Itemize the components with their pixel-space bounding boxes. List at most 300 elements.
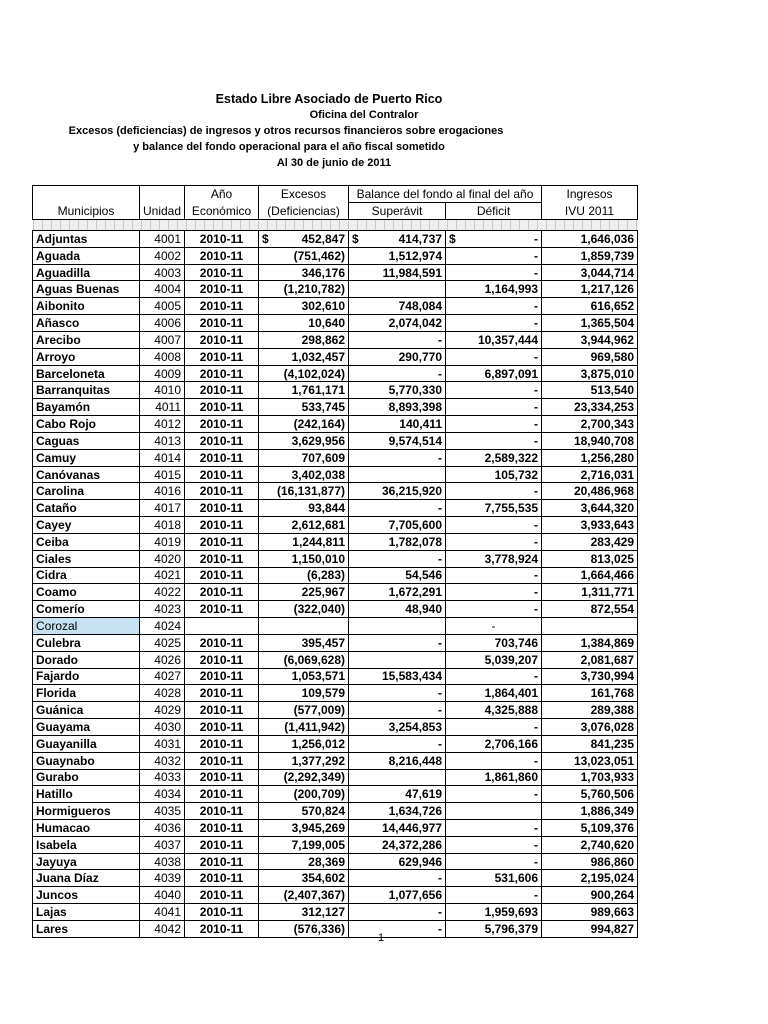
cell-unidad: 4041 (140, 904, 185, 921)
cell-deficit: 1,164,993 (446, 281, 542, 298)
cell-deficit: - (446, 517, 542, 534)
cell-municipio: Juana Díaz (33, 870, 140, 887)
cell-deficit: - (446, 819, 542, 836)
cell-excesos: 1,053,571 (259, 668, 349, 685)
table-row (33, 432, 638, 449)
cell-ano: 2010-11 (185, 651, 259, 668)
cell-unidad: 4033 (140, 769, 185, 786)
cell-deficit: 1,861,860 (446, 769, 542, 786)
cell-deficit: - (446, 752, 542, 769)
table-row (33, 365, 638, 382)
cell-ingresos-ivu: 18,940,708 (542, 432, 638, 449)
cell-ano: 2010-11 (185, 399, 259, 416)
cell-deficit: - (446, 786, 542, 803)
cell-ingresos-ivu: 513,540 (542, 382, 638, 399)
table-row (33, 920, 638, 937)
currency-symbol: $ (262, 231, 269, 246)
cell-ano: 2010-11 (185, 870, 259, 887)
cell-ano: 2010-11 (185, 786, 259, 803)
cell-deficit: 1,864,401 (446, 685, 542, 702)
cell-excesos: (16,131,877) (259, 483, 349, 500)
cell-excesos: (6,069,628) (259, 651, 349, 668)
cell-excesos: 570,824 (259, 803, 349, 820)
cell-ano: 2010-11 (185, 348, 259, 365)
cell-superavit: - (349, 449, 446, 466)
cell-superavit (349, 466, 446, 483)
cell-deficit: 10,357,444 (446, 331, 542, 348)
table-row (33, 466, 638, 483)
cell-municipio: Arroyo (33, 348, 140, 365)
cell-ingresos-ivu: 3,730,994 (542, 668, 638, 685)
cell-ano: 2010-11 (185, 264, 259, 281)
cell-municipio: Guánica (33, 702, 140, 719)
cell-ingresos-ivu: 1,646,036 (542, 231, 638, 248)
cell-ingresos-ivu: 3,933,643 (542, 517, 638, 534)
cell-excesos: 2,612,681 (259, 517, 349, 534)
cell-ano: 2010-11 (185, 836, 259, 853)
cell-ano: 2010-11 (185, 719, 259, 736)
cell-ano: 2010-11 (185, 769, 259, 786)
cell-excesos: 109,579 (259, 685, 349, 702)
cell-excesos: 1,032,457 (259, 348, 349, 365)
cell-municipio: Barceloneta (33, 365, 140, 382)
cell-superavit: 36,215,920 (349, 483, 446, 500)
report-date: Al 30 de junio de 2011 (276, 157, 392, 169)
report-office: Oficina del Contralor (309, 109, 419, 121)
header-divider (33, 220, 638, 231)
cell-deficit: - (446, 533, 542, 550)
cell-ingresos-ivu: 989,663 (542, 904, 638, 921)
cell-superavit: 1,512,974 (349, 247, 446, 264)
table-row (33, 567, 638, 584)
cell-ingresos-ivu: 616,652 (542, 298, 638, 315)
cell-ingresos-ivu: 3,944,962 (542, 331, 638, 348)
cell-unidad: 4017 (140, 500, 185, 517)
report-subtitle: Excesos (deficiencias) de ingresos y otros recursos financieros sobre erogaciones (68, 125, 504, 137)
cell-deficit: 703,746 (446, 634, 542, 651)
cell-ingresos-ivu: 2,700,343 (542, 416, 638, 433)
cell-municipio: Cataño (33, 500, 140, 517)
cell-excesos: 3,402,038 (259, 466, 349, 483)
cell-ano: 2010-11 (185, 668, 259, 685)
cell-ingresos-ivu: 1,886,349 (542, 803, 638, 820)
col-excesos-header: Excesos (259, 186, 349, 203)
table-row (33, 315, 638, 332)
currency-symbol: $ (449, 231, 456, 246)
cell-municipio: Hormigueros (33, 803, 140, 820)
cell-unidad: 4016 (140, 483, 185, 500)
cell-superavit: 9,574,514 (349, 432, 446, 449)
cell-superavit: 2,074,042 (349, 315, 446, 332)
cell-superavit: 748,084 (349, 298, 446, 315)
cell-excesos: (2,407,367) (259, 887, 349, 904)
cell-ingresos-ivu: 1,664,466 (542, 567, 638, 584)
cell-municipio: Ciales (33, 550, 140, 567)
cell-ingresos-ivu: 1,365,504 (542, 315, 638, 332)
cell-ingresos-ivu: 283,429 (542, 533, 638, 550)
cell-ingresos-ivu: 3,044,714 (542, 264, 638, 281)
table-row (33, 298, 638, 315)
cell-municipio: Adjuntas (33, 231, 140, 248)
cell-ingresos-ivu: 3,644,320 (542, 500, 638, 517)
cell-ano: 2010-11 (185, 735, 259, 752)
cell-ano: 2010-11 (185, 281, 259, 298)
cell-superavit: 5,770,330 (349, 382, 446, 399)
table-row (33, 769, 638, 786)
cell-ano: 2010-11 (185, 315, 259, 332)
cell-ingresos-ivu (542, 618, 638, 635)
table-row (33, 601, 638, 618)
cell-municipio: Canóvanas (33, 466, 140, 483)
cell-ano: 2010-11 (185, 247, 259, 264)
cell-excesos: 1,256,012 (259, 735, 349, 752)
cell-ano: 2010-11 (185, 483, 259, 500)
cell-municipio: Cayey (33, 517, 140, 534)
cell-superavit: 140,411 (349, 416, 446, 433)
cell-municipio: Carolina (33, 483, 140, 500)
cell-superavit: 7,705,600 (349, 517, 446, 534)
col-superavit-header: Superávit (349, 203, 446, 220)
cell-superavit (349, 651, 446, 668)
cell-ingresos-ivu: 1,859,739 (542, 247, 638, 264)
cell-unidad: 4034 (140, 786, 185, 803)
table-row (33, 803, 638, 820)
cell-municipio: Dorado (33, 651, 140, 668)
cell-excesos: 533,745 (259, 399, 349, 416)
cell-deficit: - (446, 601, 542, 618)
cell-superavit: 8,216,448 (349, 752, 446, 769)
cell-superavit: 48,940 (349, 601, 446, 618)
cell-superavit: 629,946 (349, 853, 446, 870)
cell-unidad: 4037 (140, 836, 185, 853)
cell-excesos: 1,377,292 (259, 752, 349, 769)
table-row (33, 668, 638, 685)
cell-ingresos-ivu: 2,716,031 (542, 466, 638, 483)
fund-balance-table (32, 185, 638, 938)
cell-municipio: Barranquitas (33, 382, 140, 399)
cell-ingresos-ivu: 5,760,506 (542, 786, 638, 803)
table-body (33, 231, 638, 938)
cell-municipio: Lajas (33, 904, 140, 921)
cell-excesos: 10,640 (259, 315, 349, 332)
cell-deficit: $ - (446, 231, 542, 248)
cell-municipio: Jayuya (33, 853, 140, 870)
cell-municipio: Humacao (33, 819, 140, 836)
cell-deficit: - (446, 432, 542, 449)
cell-deficit: - (446, 382, 542, 399)
table-row (33, 719, 638, 736)
cell-superavit: - (349, 904, 446, 921)
cell-superavit: - (349, 365, 446, 382)
cell-deficit: - (446, 584, 542, 601)
cell-superavit: 47,619 (349, 786, 446, 803)
cell-municipio: Aguas Buenas (33, 281, 140, 298)
cell-ano (185, 618, 259, 635)
cell-unidad: 4042 (140, 920, 185, 937)
cell-ingresos-ivu: 2,740,620 (542, 836, 638, 853)
cell-municipio: Guayanilla (33, 735, 140, 752)
cell-ano: 2010-11 (185, 298, 259, 315)
cell-deficit: 5,039,207 (446, 651, 542, 668)
cell-ano: 2010-11 (185, 382, 259, 399)
cell-superavit: - (349, 870, 446, 887)
cell-excesos: 1,244,811 (259, 533, 349, 550)
cell-deficit: 5,796,379 (446, 920, 542, 937)
table-row (33, 819, 638, 836)
cell-ano: 2010-11 (185, 601, 259, 618)
cell-ano: 2010-11 (185, 819, 259, 836)
cell-superavit: 290,770 (349, 348, 446, 365)
cell-deficit: - (446, 719, 542, 736)
cell-unidad: 4014 (140, 449, 185, 466)
table-row (33, 247, 638, 264)
table-row (33, 550, 638, 567)
cell-superavit: - (349, 920, 446, 937)
cell-excesos: 1,761,171 (259, 382, 349, 399)
cell-municipio: Aguada (33, 247, 140, 264)
table-row (33, 853, 638, 870)
cell-deficit: - (446, 315, 542, 332)
col-unidad-header: Unidad (140, 203, 185, 220)
cell-deficit: - (446, 399, 542, 416)
cell-ano: 2010-11 (185, 584, 259, 601)
cell-ano: 2010-11 (185, 634, 259, 651)
table-row (33, 348, 638, 365)
cell-municipio: Ceiba (33, 533, 140, 550)
cell-unidad: 4015 (140, 466, 185, 483)
cell-ano: 2010-11 (185, 517, 259, 534)
cell-municipio: Camuy (33, 449, 140, 466)
cell-deficit: 7,755,535 (446, 500, 542, 517)
cell-ingresos-ivu: 23,334,253 (542, 399, 638, 416)
cell-unidad: 4019 (140, 533, 185, 550)
table-row (33, 382, 638, 399)
cell-excesos: 225,967 (259, 584, 349, 601)
cell-excesos: (1,210,782) (259, 281, 349, 298)
cell-superavit: - (349, 331, 446, 348)
cell-superavit: - (349, 685, 446, 702)
cell-superavit: 1,672,291 (349, 584, 446, 601)
table-row (33, 836, 638, 853)
cell-deficit: 6,897,091 (446, 365, 542, 382)
cell-ano: 2010-11 (185, 853, 259, 870)
cell-deficit: - (446, 836, 542, 853)
cell-unidad: 4001 (140, 231, 185, 248)
cell-unidad: 4022 (140, 584, 185, 601)
cell-ano: 2010-11 (185, 702, 259, 719)
cell-ingresos-ivu: 3,875,010 (542, 365, 638, 382)
cell-unidad: 4023 (140, 601, 185, 618)
table-row (33, 870, 638, 887)
cell-deficit: - (446, 567, 542, 584)
col-excesos-subheader: (Deficiencias) (259, 203, 349, 220)
table-row (33, 618, 638, 635)
cell-unidad: 4008 (140, 348, 185, 365)
cell-unidad: 4038 (140, 853, 185, 870)
cell-ingresos-ivu: 1,256,280 (542, 449, 638, 466)
cell-unidad: 4009 (140, 365, 185, 382)
cell-excesos: $ 452,847 (259, 231, 349, 248)
cell-ano: 2010-11 (185, 920, 259, 937)
cell-excesos: (2,292,349) (259, 769, 349, 786)
cell-ano: 2010-11 (185, 567, 259, 584)
cell-unidad: 4025 (140, 634, 185, 651)
cell-ano: 2010-11 (185, 887, 259, 904)
cell-unidad: 4028 (140, 685, 185, 702)
cell-unidad: 4021 (140, 567, 185, 584)
table-row (33, 735, 638, 752)
col-ingresos-subheader: IVU 2011 (542, 203, 638, 220)
cell-excesos: (6,283) (259, 567, 349, 584)
cell-superavit: 1,077,656 (349, 887, 446, 904)
cell-municipio: Fajardo (33, 668, 140, 685)
cell-deficit: - (446, 416, 542, 433)
cell-municipio: Florida (33, 685, 140, 702)
cell-superavit: $ 414,737 (349, 231, 446, 248)
cell-excesos: 1,150,010 (259, 550, 349, 567)
cell-municipio: Añasco (33, 315, 140, 332)
cell-excesos: 7,199,005 (259, 836, 349, 853)
cell-municipio: Arecibo (33, 331, 140, 348)
cell-ingresos-ivu: 841,235 (542, 735, 638, 752)
cell-superavit: - (349, 634, 446, 651)
table-row (33, 231, 638, 248)
cell-unidad: 4024 (140, 618, 185, 635)
cell-ingresos-ivu: 1,311,771 (542, 584, 638, 601)
cell-deficit: 2,706,166 (446, 735, 542, 752)
cell-superavit (349, 618, 446, 635)
table-row (33, 281, 638, 298)
cell-excesos: 302,610 (259, 298, 349, 315)
cell-unidad: 4003 (140, 264, 185, 281)
cell-ano: 2010-11 (185, 500, 259, 517)
cell-unidad: 4006 (140, 315, 185, 332)
cell-municipio: Aibonito (33, 298, 140, 315)
cell-municipio: Comerío (33, 601, 140, 618)
cell-excesos: 298,862 (259, 331, 349, 348)
cell-municipio: Corozal (33, 618, 140, 635)
col-balance-group-header: Balance del fondo al final del año (349, 186, 542, 203)
cell-excesos: (751,462) (259, 247, 349, 264)
table-row (33, 887, 638, 904)
cell-ano: 2010-11 (185, 432, 259, 449)
cell-excesos: 312,127 (259, 904, 349, 921)
cell-superavit: 3,254,853 (349, 719, 446, 736)
cell-superavit: - (349, 702, 446, 719)
cell-ingresos-ivu: 13,023,051 (542, 752, 638, 769)
table-row (33, 517, 638, 534)
cell-superavit: 54,546 (349, 567, 446, 584)
cell-ano: 2010-11 (185, 449, 259, 466)
cell-superavit (349, 281, 446, 298)
cell-municipio: Bayamón (33, 399, 140, 416)
cell-municipio: Caguas (33, 432, 140, 449)
cell-excesos: 354,602 (259, 870, 349, 887)
cell-ingresos-ivu: 813,025 (542, 550, 638, 567)
cell-municipio: Culebra (33, 634, 140, 651)
col-ano-subheader: Económico (185, 203, 259, 220)
col-ingresos-header: Ingresos (542, 186, 638, 203)
table-row (33, 786, 638, 803)
cell-unidad: 4007 (140, 331, 185, 348)
cell-ingresos-ivu: 161,768 (542, 685, 638, 702)
col-ano-header: Año (185, 186, 259, 203)
cell-excesos: 3,945,269 (259, 819, 349, 836)
cell-superavit: - (349, 500, 446, 517)
cell-ingresos-ivu: 872,554 (542, 601, 638, 618)
cell-superavit: - (349, 550, 446, 567)
cell-ingresos-ivu: 5,109,376 (542, 819, 638, 836)
cell-municipio: Gurabo (33, 769, 140, 786)
cell-ano: 2010-11 (185, 752, 259, 769)
cell-ingresos-ivu: 20,486,968 (542, 483, 638, 500)
cell-ingresos-ivu: 969,580 (542, 348, 638, 365)
cell-excesos: (1,411,942) (259, 719, 349, 736)
cell-excesos: 3,629,956 (259, 432, 349, 449)
cell-unidad: 4040 (140, 887, 185, 904)
table-row (33, 904, 638, 921)
cell-ano: 2010-11 (185, 365, 259, 382)
cell-ano: 2010-11 (185, 466, 259, 483)
cell-deficit: - (446, 853, 542, 870)
cell-municipio: Aguadilla (33, 264, 140, 281)
col-deficit-header: Déficit (446, 203, 542, 220)
cell-superavit: 15,583,434 (349, 668, 446, 685)
cell-ingresos-ivu: 289,388 (542, 702, 638, 719)
cell-excesos: (576,336) (259, 920, 349, 937)
table-row (33, 651, 638, 668)
table-row (33, 634, 638, 651)
table-row (33, 399, 638, 416)
cell-superavit: 11,984,591 (349, 264, 446, 281)
cell-deficit: 105,732 (446, 466, 542, 483)
cell-municipio: Isabela (33, 836, 140, 853)
cell-ano: 2010-11 (185, 416, 259, 433)
cell-excesos: 346,176 (259, 264, 349, 281)
cell-municipio: Cabo Rojo (33, 416, 140, 433)
cell-unidad: 4026 (140, 651, 185, 668)
table-row (33, 685, 638, 702)
cell-deficit (446, 803, 542, 820)
cell-ano: 2010-11 (185, 533, 259, 550)
cell-deficit: - (446, 348, 542, 365)
cell-excesos: (4,102,024) (259, 365, 349, 382)
cell-deficit: - (446, 483, 542, 500)
cell-unidad: 4031 (140, 735, 185, 752)
cell-excesos: (200,709) (259, 786, 349, 803)
cell-ingresos-ivu: 900,264 (542, 887, 638, 904)
cell-unidad: 4030 (140, 719, 185, 736)
cell-municipio: Coamo (33, 584, 140, 601)
table-row (33, 331, 638, 348)
cell-ingresos-ivu: 2,081,687 (542, 651, 638, 668)
cell-ingresos-ivu: 1,703,933 (542, 769, 638, 786)
cell-deficit: - (446, 298, 542, 315)
col-municipios-header: Municipios (33, 203, 140, 220)
cell-ingresos-ivu: 3,076,028 (542, 719, 638, 736)
cell-ano: 2010-11 (185, 550, 259, 567)
cell-unidad: 4010 (140, 382, 185, 399)
cell-excesos: 707,609 (259, 449, 349, 466)
cell-deficit: - (446, 618, 542, 635)
cell-municipio: Hatillo (33, 786, 140, 803)
cell-superavit: 14,446,977 (349, 819, 446, 836)
cell-ano: 2010-11 (185, 331, 259, 348)
cell-deficit: 4,325,888 (446, 702, 542, 719)
cell-municipio: Juncos (33, 887, 140, 904)
cell-excesos: 395,457 (259, 634, 349, 651)
report-title: Estado Libre Asociado de Puerto Rico (215, 92, 443, 106)
